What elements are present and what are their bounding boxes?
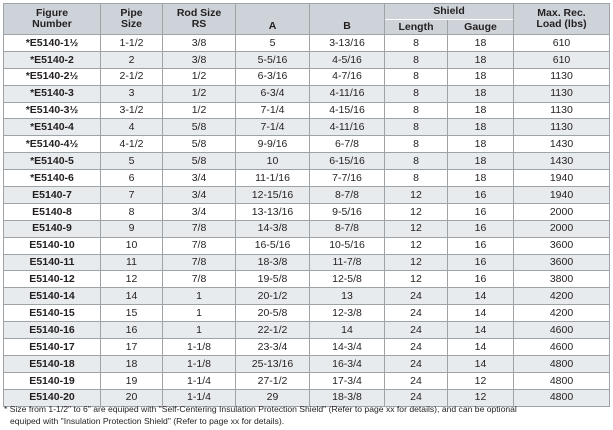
table-row [4, 153, 610, 170]
cell-figure-number: E5140-12 [4, 271, 101, 288]
cell-max-load: 4800 [514, 389, 610, 406]
table-row [4, 220, 610, 237]
cell-a: 11-1/16 [236, 170, 310, 187]
cell-pipe-size: 16 [101, 322, 163, 339]
cell-max-load: 3600 [514, 237, 610, 254]
cell-rod-size: 1-1/4 [163, 372, 236, 389]
cell-shield-length: 8 [385, 102, 448, 119]
table-row [4, 254, 610, 271]
header-pipe-size: Pipe Size [101, 4, 163, 35]
cell-max-load: 1940 [514, 187, 610, 204]
cell-b: 10-5/16 [310, 237, 385, 254]
cell-shield-length: 8 [385, 35, 448, 52]
cell-b: 4-15/16 [310, 102, 385, 119]
cell-max-load: 1130 [514, 119, 610, 136]
cell-b: 12-5/8 [310, 271, 385, 288]
cell-shield-gauge: 16 [448, 203, 514, 220]
table-row [4, 339, 610, 356]
cell-figure-number: *E5140-4 [4, 119, 101, 136]
header-rod-size: Rod Size RS [163, 4, 236, 35]
table-row [4, 51, 610, 68]
cell-shield-length: 24 [385, 355, 448, 372]
cell-max-load: 1940 [514, 170, 610, 187]
cell-shield-gauge: 14 [448, 322, 514, 339]
cell-figure-number: E5140-19 [4, 372, 101, 389]
cell-figure-number: *E5140-1½ [4, 35, 101, 52]
table-row [4, 85, 610, 102]
cell-figure-number: *E5140-4½ [4, 136, 101, 153]
table-row [4, 355, 610, 372]
cell-pipe-size: 2-1/2 [101, 68, 163, 85]
cell-max-load: 4600 [514, 339, 610, 356]
cell-rod-size: 1/2 [163, 68, 236, 85]
cell-b: 6-15/16 [310, 153, 385, 170]
cell-figure-number: E5140-10 [4, 237, 101, 254]
footnote-line-1: * Size from 1-1/2" to 6" are equiped with "Self-Centering Insulation Protection Shield" (Refer to page xx for details), and can be optional [4, 404, 517, 414]
cell-max-load: 2000 [514, 220, 610, 237]
cell-max-load: 1130 [514, 85, 610, 102]
cell-figure-number: E5140-7 [4, 187, 101, 204]
cell-shield-gauge: 18 [448, 102, 514, 119]
cell-pipe-size: 7 [101, 187, 163, 204]
cell-b: 6-7/8 [310, 136, 385, 153]
table-row [4, 68, 610, 85]
header-shield: Shield [385, 4, 514, 20]
cell-rod-size: 1 [163, 322, 236, 339]
cell-shield-length: 12 [385, 254, 448, 271]
cell-a: 9-9/16 [236, 136, 310, 153]
cell-shield-length: 24 [385, 305, 448, 322]
cell-figure-number: *E5140-3 [4, 85, 101, 102]
cell-pipe-size: 6 [101, 170, 163, 187]
cell-a: 20-5/8 [236, 305, 310, 322]
cell-b: 9-5/16 [310, 203, 385, 220]
footnote [4, 404, 610, 427]
cell-shield-gauge: 18 [448, 170, 514, 187]
cell-rod-size: 3/8 [163, 35, 236, 52]
cell-figure-number: *E5140-3½ [4, 102, 101, 119]
cell-figure-number: E5140-15 [4, 305, 101, 322]
table-row [4, 187, 610, 204]
cell-shield-gauge: 16 [448, 271, 514, 288]
cell-pipe-size: 3 [101, 85, 163, 102]
cell-max-load: 1130 [514, 68, 610, 85]
cell-a: 22-1/2 [236, 322, 310, 339]
cell-max-load: 610 [514, 35, 610, 52]
cell-pipe-size: 1-1/2 [101, 35, 163, 52]
cell-b: 8-7/8 [310, 187, 385, 204]
cell-shield-gauge: 18 [448, 153, 514, 170]
cell-pipe-size: 20 [101, 389, 163, 406]
header-max-load: Max. Rec. Load (lbs) [514, 4, 610, 35]
cell-shield-gauge: 14 [448, 305, 514, 322]
cell-a: 14-3/8 [236, 220, 310, 237]
table-row [4, 372, 610, 389]
cell-pipe-size: 2 [101, 51, 163, 68]
cell-shield-gauge: 16 [448, 237, 514, 254]
cell-pipe-size: 8 [101, 203, 163, 220]
cell-max-load: 2000 [514, 203, 610, 220]
cell-b: 12-3/8 [310, 305, 385, 322]
cell-figure-number: E5140-17 [4, 339, 101, 356]
cell-shield-length: 24 [385, 372, 448, 389]
cell-figure-number: E5140-11 [4, 254, 101, 271]
cell-rod-size: 1 [163, 305, 236, 322]
cell-a: 7-1/4 [236, 119, 310, 136]
cell-pipe-size: 15 [101, 305, 163, 322]
table-body [4, 35, 610, 407]
cell-rod-size: 7/8 [163, 237, 236, 254]
cell-shield-length: 8 [385, 153, 448, 170]
cell-pipe-size: 12 [101, 271, 163, 288]
cell-a: 19-5/8 [236, 271, 310, 288]
cell-shield-gauge: 18 [448, 119, 514, 136]
cell-shield-length: 8 [385, 119, 448, 136]
cell-max-load: 610 [514, 51, 610, 68]
table-row [4, 102, 610, 119]
cell-max-load: 1430 [514, 136, 610, 153]
cell-rod-size: 3/4 [163, 203, 236, 220]
cell-max-load: 3600 [514, 254, 610, 271]
cell-rod-size: 3/4 [163, 187, 236, 204]
cell-b: 16-3/4 [310, 355, 385, 372]
cell-shield-gauge: 16 [448, 254, 514, 271]
cell-a: 20-1/2 [236, 288, 310, 305]
cell-shield-gauge: 14 [448, 339, 514, 356]
cell-a: 25-13/16 [236, 355, 310, 372]
cell-figure-number: E5140-20 [4, 389, 101, 406]
cell-pipe-size: 3-1/2 [101, 102, 163, 119]
cell-shield-length: 24 [385, 288, 448, 305]
table-header [4, 4, 610, 35]
cell-rod-size: 1-1/8 [163, 355, 236, 372]
cell-pipe-size: 17 [101, 339, 163, 356]
cell-rod-size: 7/8 [163, 271, 236, 288]
cell-rod-size: 1 [163, 288, 236, 305]
cell-b: 14-3/4 [310, 339, 385, 356]
cell-max-load: 4800 [514, 372, 610, 389]
table-row [4, 170, 610, 187]
cell-pipe-size: 11 [101, 254, 163, 271]
cell-figure-number: E5140-8 [4, 203, 101, 220]
cell-rod-size: 7/8 [163, 220, 236, 237]
cell-a: 23-3/4 [236, 339, 310, 356]
cell-figure-number: E5140-14 [4, 288, 101, 305]
cell-rod-size: 5/8 [163, 119, 236, 136]
cell-shield-gauge: 16 [448, 187, 514, 204]
header-b: B [310, 4, 385, 35]
cell-figure-number: *E5140-5 [4, 153, 101, 170]
cell-b: 3-13/16 [310, 35, 385, 52]
table-row [4, 237, 610, 254]
header-shield-length: Length [385, 20, 448, 35]
cell-b: 8-7/8 [310, 220, 385, 237]
table-row [4, 288, 610, 305]
cell-shield-gauge: 18 [448, 136, 514, 153]
cell-shield-length: 8 [385, 68, 448, 85]
cell-shield-length: 12 [385, 203, 448, 220]
cell-figure-number: E5140-16 [4, 322, 101, 339]
cell-a: 12-15/16 [236, 187, 310, 204]
cell-shield-gauge: 18 [448, 51, 514, 68]
cell-b: 4-7/16 [310, 68, 385, 85]
cell-a: 5-5/16 [236, 51, 310, 68]
cell-shield-length: 8 [385, 170, 448, 187]
table-row [4, 305, 610, 322]
table-row [4, 35, 610, 52]
table-row [4, 203, 610, 220]
cell-pipe-size: 5 [101, 153, 163, 170]
cell-b: 14 [310, 322, 385, 339]
cell-a: 29 [236, 389, 310, 406]
cell-shield-gauge: 18 [448, 85, 514, 102]
cell-rod-size: 7/8 [163, 254, 236, 271]
table-row [4, 136, 610, 153]
cell-max-load: 4200 [514, 288, 610, 305]
cell-a: 27-1/2 [236, 372, 310, 389]
header-a: A [236, 4, 310, 35]
cell-max-load: 4600 [514, 322, 610, 339]
cell-figure-number: *E5140-2 [4, 51, 101, 68]
cell-shield-gauge: 16 [448, 220, 514, 237]
cell-b: 13 [310, 288, 385, 305]
spec-table [3, 3, 610, 407]
cell-figure-number: E5140-18 [4, 355, 101, 372]
cell-rod-size: 5/8 [163, 136, 236, 153]
cell-max-load: 4800 [514, 355, 610, 372]
cell-a: 5 [236, 35, 310, 52]
cell-shield-gauge: 12 [448, 389, 514, 406]
cell-pipe-size: 18 [101, 355, 163, 372]
cell-shield-gauge: 14 [448, 288, 514, 305]
cell-b: 7-7/16 [310, 170, 385, 187]
cell-shield-length: 12 [385, 237, 448, 254]
cell-rod-size: 3/4 [163, 170, 236, 187]
cell-shield-gauge: 18 [448, 68, 514, 85]
table-row [4, 271, 610, 288]
cell-shield-length: 8 [385, 51, 448, 68]
cell-a: 16-5/16 [236, 237, 310, 254]
cell-b: 4-11/16 [310, 119, 385, 136]
footnote-line-2: equiped with "Insulation Protection Shield" (Refer to page xx for details). [10, 415, 285, 426]
cell-figure-number: *E5140-2½ [4, 68, 101, 85]
cell-shield-length: 12 [385, 271, 448, 288]
cell-pipe-size: 4-1/2 [101, 136, 163, 153]
cell-shield-length: 12 [385, 220, 448, 237]
cell-rod-size: 1/2 [163, 85, 236, 102]
cell-max-load: 3800 [514, 271, 610, 288]
cell-b: 4-11/16 [310, 85, 385, 102]
cell-a: 7-1/4 [236, 102, 310, 119]
cell-b: 11-7/8 [310, 254, 385, 271]
table-row [4, 119, 610, 136]
cell-pipe-size: 14 [101, 288, 163, 305]
cell-a: 13-13/16 [236, 203, 310, 220]
table-row [4, 322, 610, 339]
cell-a: 6-3/16 [236, 68, 310, 85]
cell-max-load: 1430 [514, 153, 610, 170]
cell-rod-size: 1-1/8 [163, 339, 236, 356]
cell-max-load: 1130 [514, 102, 610, 119]
header-shield-gauge: Gauge [448, 20, 514, 35]
cell-a: 6-3/4 [236, 85, 310, 102]
cell-a: 10 [236, 153, 310, 170]
cell-b: 4-5/16 [310, 51, 385, 68]
cell-figure-number: E5140-9 [4, 220, 101, 237]
cell-max-load: 4200 [514, 305, 610, 322]
cell-pipe-size: 4 [101, 119, 163, 136]
cell-rod-size: 5/8 [163, 153, 236, 170]
cell-b: 17-3/4 [310, 372, 385, 389]
cell-shield-length: 24 [385, 322, 448, 339]
cell-shield-length: 8 [385, 136, 448, 153]
cell-rod-size: 1/2 [163, 102, 236, 119]
cell-shield-length: 8 [385, 85, 448, 102]
cell-shield-length: 12 [385, 187, 448, 204]
cell-shield-length: 24 [385, 389, 448, 406]
cell-b: 18-3/8 [310, 389, 385, 406]
header-figure-number: Figure Number [4, 4, 101, 35]
cell-rod-size: 3/8 [163, 51, 236, 68]
cell-shield-gauge: 18 [448, 35, 514, 52]
cell-shield-gauge: 14 [448, 355, 514, 372]
cell-rod-size: 1-1/4 [163, 389, 236, 406]
cell-pipe-size: 10 [101, 237, 163, 254]
cell-pipe-size: 19 [101, 372, 163, 389]
cell-pipe-size: 9 [101, 220, 163, 237]
cell-figure-number: *E5140-6 [4, 170, 101, 187]
cell-a: 18-3/8 [236, 254, 310, 271]
cell-shield-length: 24 [385, 339, 448, 356]
cell-shield-gauge: 12 [448, 372, 514, 389]
